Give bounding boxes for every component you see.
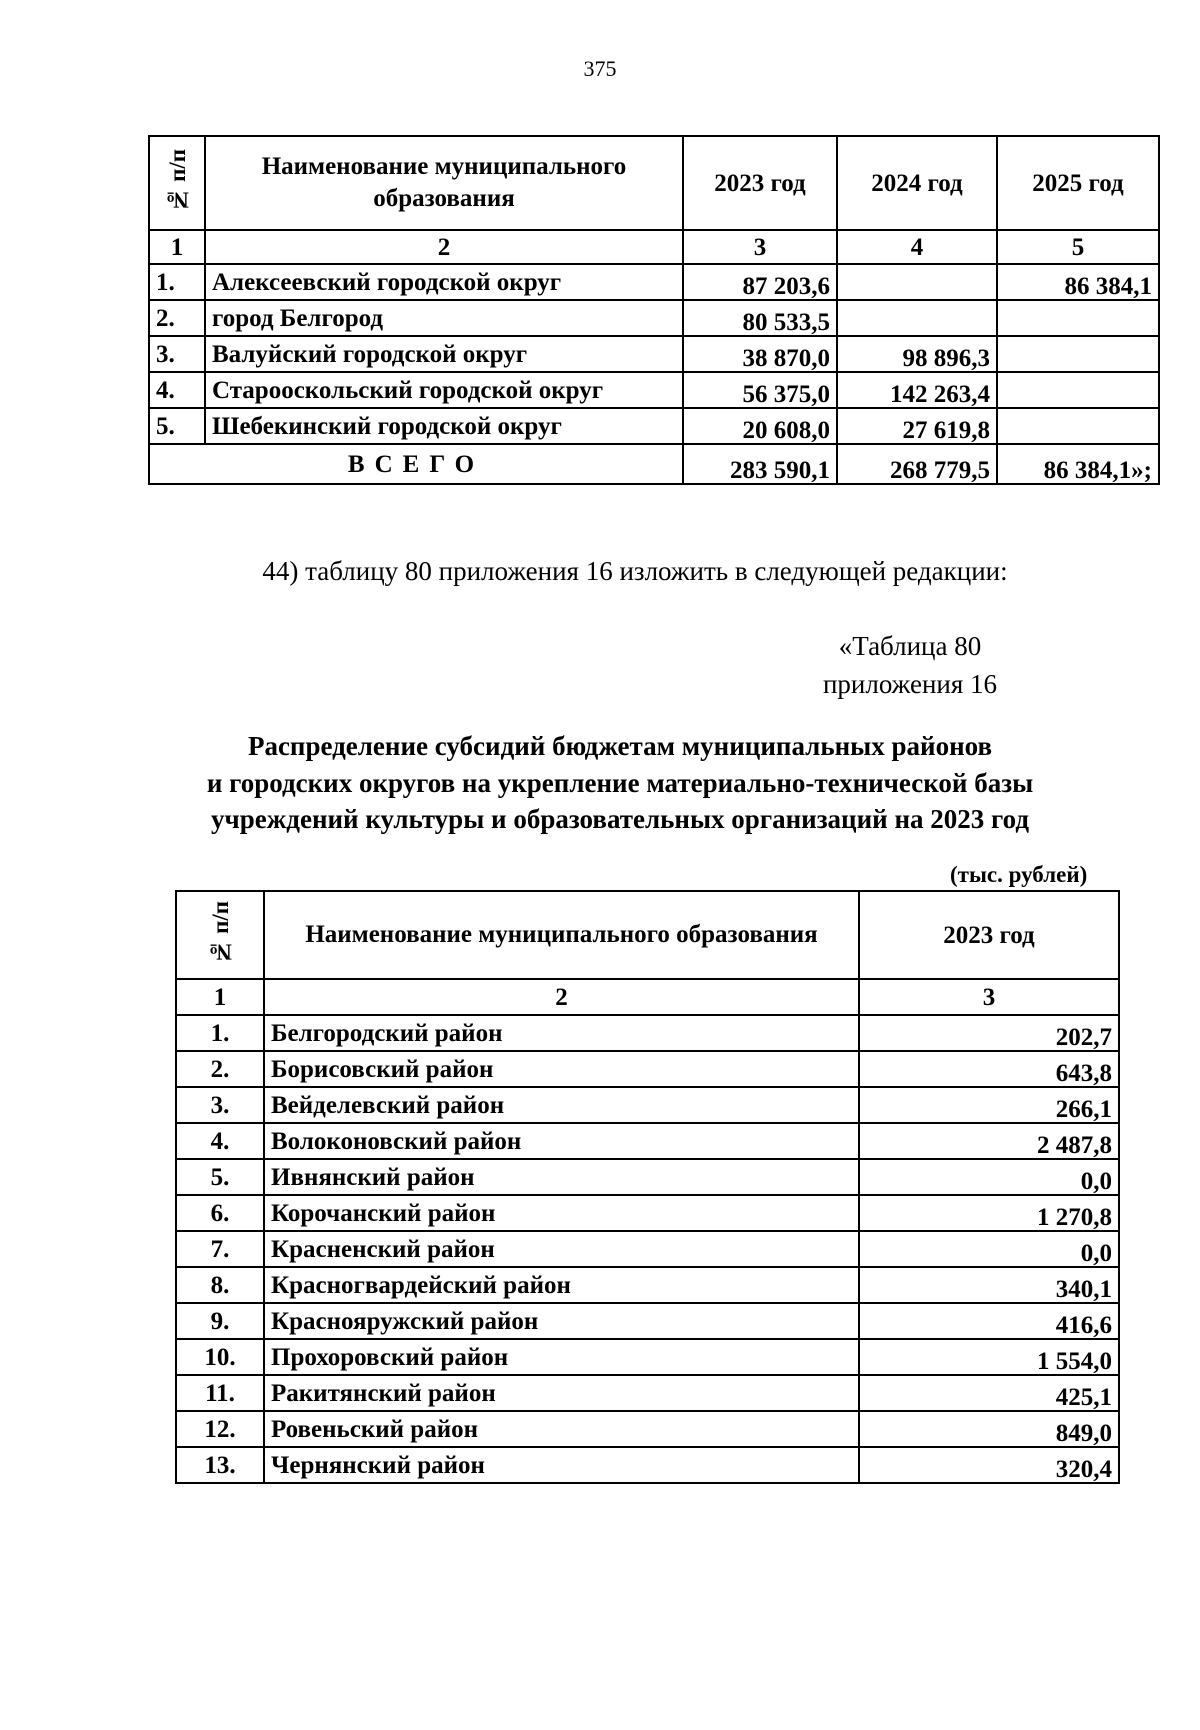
table-row [176,1339,1119,1375]
value-2023: 0,0 [859,1231,1119,1267]
table-row [176,1375,1119,1411]
table2-header-row [176,891,1119,979]
table1-colnum: 2 [205,230,683,264]
value-2023: 643,8 [859,1051,1119,1087]
table-row [176,1195,1119,1231]
district-name: Борисовский район [264,1051,859,1087]
table1-colnum: 1 [149,230,205,264]
value-2023: 1 554,0 [859,1339,1119,1375]
table2-header-number: № п/п [176,891,264,979]
value-2025 [997,372,1159,408]
units-label: (тыс. рублей) [950,862,1088,887]
district-name: Белгородский район [264,1015,859,1051]
row-number: 4. [176,1123,264,1159]
value-2023: 340,1 [859,1267,1119,1303]
row-number: 1. [149,264,205,300]
table1-header-2023: 2023 год [683,136,837,230]
total-row [149,444,1159,484]
table2-colnum: 3 [859,979,1119,1015]
table-row [176,1231,1119,1267]
table-row [176,1123,1119,1159]
row-number: 12. [176,1411,264,1447]
row-number: 8. [176,1267,264,1303]
value-2023: 202,7 [859,1015,1119,1051]
table1-column-numbers [149,230,1159,264]
municipality-name: Шебекинский городской округ [205,408,683,444]
amendment-paragraph: 44) таблицу 80 приложения 16 изложить в следующей редакции: [262,556,1008,586]
table-reference [800,628,1020,704]
table2-column-numbers [176,979,1119,1015]
row-number: 5. [176,1159,264,1195]
district-name: Красногвардейский район [264,1267,859,1303]
district-name: Ивнянский район [264,1159,859,1195]
table1-header-2025: 2025 год [997,136,1159,230]
table1-header-row [149,136,1159,230]
district-name: Краснояружский район [264,1303,859,1339]
table1-header-name: Наименование муниципального образования [205,136,683,230]
table-row [149,300,1159,336]
total-2023: 283 590,1 [683,444,837,484]
value-2023: 80 533,5 [683,300,837,336]
row-number: 10. [176,1339,264,1375]
table-row [149,264,1159,300]
title-line: учреждений культуры и образовательных организаций на 2023 год [211,804,1029,835]
table1-header-2024: 2024 год [837,136,997,230]
table-reference-line: приложения 16 [822,668,998,699]
table-row [176,1051,1119,1087]
district-name: Ракитянский район [264,1375,859,1411]
table2-header-name: Наименование муниципального образования [264,891,859,979]
table1-colnum: 5 [997,230,1159,264]
row-number: 7. [176,1231,264,1267]
row-number: 5. [149,408,205,444]
table-row [176,1411,1119,1447]
row-number: 1. [176,1015,264,1051]
district-name: Прохоровский район [264,1339,859,1375]
table2-colnum: 1 [176,979,264,1015]
value-2025: 86 384,1 [997,264,1159,300]
value-2025 [997,300,1159,336]
table-row [176,1447,1119,1483]
value-2023: 849,0 [859,1411,1119,1447]
row-number: 2. [149,300,205,336]
value-2023: 87 203,6 [683,264,837,300]
value-2024: 27 619,8 [837,408,997,444]
value-2023: 425,1 [859,1375,1119,1411]
row-number: 2. [176,1051,264,1087]
table-row [149,372,1159,408]
value-2023: 56 375,0 [683,372,837,408]
table-row [176,1087,1119,1123]
row-number: 9. [176,1303,264,1339]
row-number: 11. [176,1375,264,1411]
table-row [176,1159,1119,1195]
table-row [149,336,1159,372]
value-2024 [837,264,997,300]
municipality-name: город Белгород [205,300,683,336]
value-2024: 98 896,3 [837,336,997,372]
title-line: Распределение субсидий бюджетам муниципальных районов [247,731,993,761]
district-name: Корочанский район [264,1195,859,1231]
total-2024: 268 779,5 [837,444,997,484]
municipality-name: Старооскольский городской округ [205,372,683,408]
district-name: Волоконовский район [264,1123,859,1159]
table1-colnum: 4 [837,230,997,264]
row-number: 4. [149,372,205,408]
table-title [0,728,1200,838]
district-name: Красненский район [264,1231,859,1267]
title-line: и городских округов на укрепление материально-технической базы [206,767,1034,798]
value-2023: 266,1 [859,1087,1119,1123]
table2-colnum: 2 [264,979,859,1015]
municipality-name: Алексеевский городской округ [205,264,683,300]
row-number: 6. [176,1195,264,1231]
value-2023: 38 870,0 [683,336,837,372]
municipality-name: Валуйский городской округ [205,336,683,372]
value-2023: 416,6 [859,1303,1119,1339]
table1-colnum: 3 [683,230,837,264]
page-number: 375 [583,56,617,81]
subsidy-distribution-table [175,890,1120,1484]
table1-header-number: № п/п [149,136,205,230]
row-number: 3. [149,336,205,372]
table-row [176,1303,1119,1339]
value-2025 [997,408,1159,444]
total-2025: 86 384,1»; [997,444,1159,484]
value-2024: 142 263,4 [837,372,997,408]
subsidy-table-continued [148,135,1160,485]
value-2023: 320,4 [859,1447,1119,1483]
value-2025 [997,336,1159,372]
district-name: Чернянский район [264,1447,859,1483]
value-2023: 0,0 [859,1159,1119,1195]
row-number: 3. [176,1087,264,1123]
table-reference-line: «Таблица 80 [838,631,982,661]
value-2023: 20 608,0 [683,408,837,444]
value-2024 [837,300,997,336]
row-number: 13. [176,1447,264,1483]
table-row [149,408,1159,444]
table2-header-2023: 2023 год [859,891,1119,979]
table-row [176,1267,1119,1303]
table-row [176,1015,1119,1051]
value-2023: 2 487,8 [859,1123,1119,1159]
value-2023: 1 270,8 [859,1195,1119,1231]
total-label: ВСЕГО [149,444,683,484]
district-name: Вейделевский район [264,1087,859,1123]
district-name: Ровеньский район [264,1411,859,1447]
